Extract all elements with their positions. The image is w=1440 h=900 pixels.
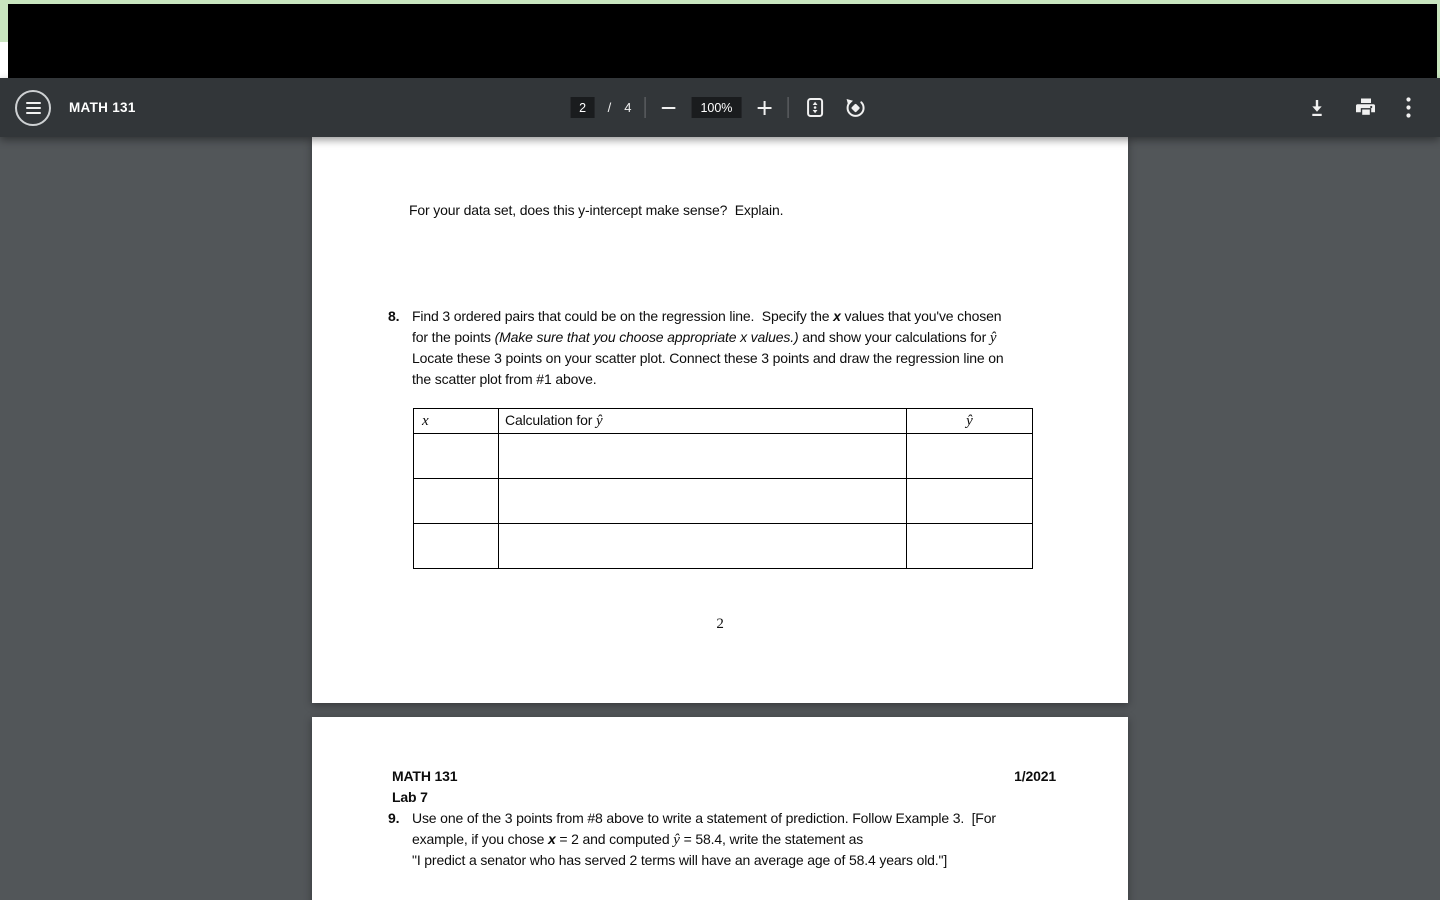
table-header-yhat: ŷ	[907, 409, 1033, 434]
hamburger-icon	[26, 112, 41, 114]
hamburger-icon	[26, 107, 41, 109]
screen-blank-area	[8, 4, 1437, 78]
table-header-row	[414, 409, 1033, 434]
question-9	[388, 808, 996, 871]
question-8-number: 8.	[388, 308, 400, 324]
paragraph-line: Use one of the 3 points from #8 above to write a statement of prediction. Follow Example 3. [For	[412, 810, 996, 826]
table-cell-empty	[907, 524, 1033, 569]
toolbar-right-group	[1305, 78, 1440, 137]
question-9-text	[412, 808, 996, 871]
zoom-in-button[interactable]	[754, 98, 774, 118]
download-button[interactable]	[1305, 95, 1329, 120]
table-cell-empty	[907, 434, 1033, 479]
toolbar-separator	[787, 97, 788, 118]
print-button[interactable]	[1353, 95, 1379, 120]
paragraph-line: "I predict a senator who has served 2 terms will have an average age of 58.4 years old."]	[412, 852, 948, 868]
question-8	[388, 306, 1004, 389]
toolbar-left-group	[15, 90, 136, 126]
table-cell-empty	[499, 479, 907, 524]
table-row	[414, 524, 1033, 569]
paragraph-line: Locate these 3 points on your scatter plot. Connect these 3 points and draw the regression line on	[412, 350, 1004, 366]
pdf-scroll-area[interactable]	[0, 137, 1440, 900]
question-9-number: 9.	[388, 810, 400, 826]
page-number-input[interactable]	[571, 97, 595, 118]
toolbar-center-group	[571, 78, 870, 137]
table-cell-empty	[414, 434, 499, 479]
table-header-x: x	[414, 409, 499, 434]
more-options-button[interactable]	[1403, 94, 1414, 121]
rotate-button[interactable]	[841, 94, 869, 122]
intro-question: For your data set, does this y-intercept make sense? Explain.	[409, 202, 784, 218]
table-cell-empty	[414, 524, 499, 569]
plus-icon	[757, 101, 771, 115]
minus-icon	[661, 101, 675, 115]
table-row	[414, 434, 1033, 479]
rotate-counterclockwise-icon	[844, 97, 866, 119]
zoom-out-button[interactable]	[658, 98, 678, 118]
document-title: MATH 131	[69, 100, 136, 115]
paragraph-line: Find 3 ordered pairs that could be on the regression line. Specify the x values that you've chosen	[412, 308, 1002, 324]
table-row	[414, 479, 1033, 524]
table-cell-empty	[499, 434, 907, 479]
paragraph-line: example, if you chose x = 2 and computed ŷ = 58.4, write the statement as	[412, 830, 864, 848]
download-icon	[1308, 98, 1326, 117]
hamburger-icon	[26, 102, 41, 104]
table-cell-empty	[499, 524, 907, 569]
fit-to-page-icon	[804, 97, 825, 118]
pdf-page-2	[312, 137, 1128, 703]
three-dot-menu-icon	[1406, 97, 1411, 118]
page-count: 4	[624, 100, 632, 115]
page-divider: /	[607, 100, 612, 115]
question-8-text	[412, 306, 1004, 389]
table-cell-empty	[907, 479, 1033, 524]
lab-label: Lab 7	[392, 789, 428, 805]
zoom-level-display[interactable]: 100%	[691, 97, 741, 118]
date-label: 1/2021	[1014, 768, 1056, 784]
toolbar-separator	[644, 97, 645, 118]
table-header-calculation: Calculation for ŷ	[499, 409, 907, 434]
print-icon	[1356, 98, 1376, 117]
course-label: MATH 131	[392, 768, 458, 784]
fit-to-page-button[interactable]	[801, 94, 828, 121]
calculation-table	[413, 408, 1033, 569]
screen-edge-sliver	[0, 42, 8, 78]
menu-button[interactable]	[15, 90, 51, 126]
pdf-page-3	[312, 717, 1128, 900]
pdf-toolbar	[0, 78, 1440, 137]
table-cell-empty	[414, 479, 499, 524]
printed-page-number: 2	[716, 616, 724, 632]
document-header	[392, 766, 1056, 787]
paragraph-line: for the points (Make sure that you choose appropriate x values.) and show your calculations for ŷ	[412, 328, 997, 346]
paragraph-line: the scatter plot from #1 above.	[412, 370, 597, 387]
